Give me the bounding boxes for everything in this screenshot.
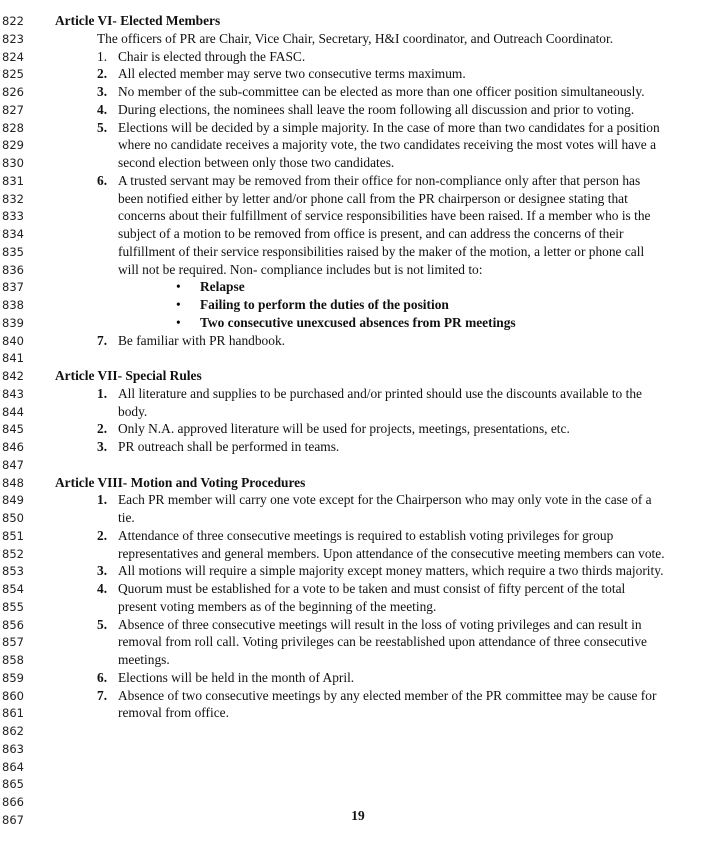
line-number: 835: [2, 244, 24, 259]
list-item-number: 5.: [97, 616, 108, 632]
list-item-text: Elections will be decided by a simple majority. In the case of more than two candidates for a position: [118, 119, 660, 135]
list-item-text: second election between only those two candidates.: [118, 155, 395, 170]
line-number: 826: [2, 85, 24, 99]
document-line: [0, 172, 716, 190]
document-line: [0, 296, 716, 314]
article-heading: Article VI- Elected Members: [55, 13, 221, 28]
list-item-number: 6.: [97, 669, 108, 685]
line-number: 822: [2, 14, 24, 28]
document-line: [0, 491, 716, 509]
document-line: [0, 332, 716, 350]
document-line: [0, 775, 716, 793]
document-line: [0, 225, 716, 243]
list-item-text: Absence of three consecutive meetings will result in the loss of voting privileges and can result in: [118, 616, 642, 632]
line-number: 845: [2, 422, 24, 437]
list-item-number: 3.: [97, 439, 108, 454]
paragraph-text: The officers of PR are Chair, Vice Chair, Secretary, H&I coordinator, and Outreach Coordinator.: [97, 30, 614, 46]
list-item-text: removal from office.: [118, 705, 229, 721]
line-number: 823: [2, 31, 24, 46]
line-number: 840: [2, 333, 24, 348]
line-number: 846: [2, 440, 24, 454]
list-item-text: fulfillment of their service responsibilities raised by the maker of the motion, a letter or phone call: [118, 243, 645, 259]
line-number: 857: [2, 635, 24, 650]
document-line: [0, 704, 716, 722]
list-item-text: Only N.A. approved literature will be used for projects, meetings, presentations, etc.: [118, 421, 570, 437]
list-item-text: will not be required. Non- compliance includes but is not limited to:: [118, 261, 483, 277]
document-line: [0, 278, 716, 296]
list-item-text: tie.: [118, 510, 135, 525]
list-item-text: subject of a motion to be removed from office is present, and can address the concerns of their: [118, 226, 624, 241]
line-number: 848: [2, 475, 24, 490]
document-line: [0, 633, 716, 651]
document-line: [0, 651, 716, 669]
line-number: 856: [2, 617, 24, 632]
document-line: [0, 598, 716, 616]
line-number: 839: [2, 315, 24, 330]
document-line: [0, 101, 716, 119]
list-item-text: Attendance of three consecutive meetings is required to establish voting privileges for group: [118, 527, 614, 543]
line-number: 849: [2, 493, 24, 508]
line-number: 863: [2, 741, 24, 756]
document-line: [0, 545, 716, 563]
bullet-item-text: Relapse: [200, 279, 245, 295]
document-line: [0, 456, 716, 474]
bullet-icon: •: [176, 279, 181, 295]
document-line: [0, 65, 716, 83]
line-number: 829: [2, 138, 24, 153]
list-item-number: 7.: [97, 332, 108, 348]
document-line: [0, 12, 716, 30]
list-item-text: PR outreach shall be performed in teams.: [118, 439, 340, 454]
list-item-number: 1.: [97, 492, 108, 508]
line-number: 843: [2, 386, 24, 401]
document-line: [0, 722, 716, 740]
list-item-number: 1.: [97, 48, 108, 64]
line-number: 855: [2, 599, 24, 614]
document-line: [0, 154, 716, 172]
bullet-icon: •: [176, 297, 181, 312]
line-number: 841: [2, 351, 24, 366]
list-item-number: 3.: [97, 563, 108, 579]
line-number: 861: [2, 706, 24, 721]
line-number: 864: [2, 759, 24, 774]
document-line: [0, 527, 716, 545]
list-item-number: 4.: [97, 581, 108, 596]
article-heading: Article VII- Special Rules: [55, 368, 202, 383]
list-item-number: 3.: [97, 84, 108, 99]
list-item-text: Absence of two consecutive meetings by any elected member of the PR committee may be cause for: [118, 687, 657, 703]
line-number: 862: [2, 724, 24, 738]
list-item-text: During elections, the nominees shall leave the room following all discussion and prior to voting.: [118, 101, 635, 117]
page-number: 19: [351, 808, 365, 823]
list-item-text: removal from roll call. Voting privileges can be reestablished upon attendance of three consecutive: [118, 634, 647, 650]
document-line: [0, 367, 716, 385]
line-number: 867: [2, 812, 24, 827]
line-number: 838: [2, 298, 24, 312]
line-number: 854: [2, 582, 24, 596]
document-line: [0, 580, 716, 598]
line-number: 860: [2, 688, 24, 703]
document-line: [0, 314, 716, 332]
list-item-text: Chair is elected through the FASC.: [118, 48, 306, 64]
list-item-number: 6.: [97, 172, 108, 188]
document-line: [0, 474, 716, 492]
line-number: 824: [2, 49, 24, 64]
line-number: 866: [2, 795, 24, 809]
line-number: 859: [2, 670, 24, 685]
list-item-number: 2.: [97, 66, 108, 82]
document-line: [0, 403, 716, 421]
list-item-number: 2.: [97, 421, 108, 437]
line-number: 833: [2, 209, 24, 224]
document-line: [0, 669, 716, 687]
bullet-item-text: Two consecutive unexcused absences from PR meetings: [200, 314, 516, 330]
list-item-text: been notified either by letter and/or phone call from the PR chairperson or designee stating that: [118, 190, 628, 206]
document-line: [0, 119, 716, 137]
list-item-number: 5.: [97, 119, 108, 135]
document-line: [0, 687, 716, 705]
document-line: [0, 48, 716, 66]
list-item-text: present voting members as of the beginning of the meeting.: [118, 598, 437, 614]
line-number: 830: [2, 156, 24, 170]
line-number: 852: [2, 546, 24, 561]
list-item-number: 4.: [97, 101, 108, 117]
document-line: [0, 740, 716, 758]
line-number: 844: [2, 404, 24, 419]
line-number: 850: [2, 511, 24, 525]
document-line: [0, 438, 716, 456]
list-item-number: 7.: [97, 687, 108, 703]
bullet-icon: •: [176, 314, 181, 330]
line-number: 827: [2, 102, 24, 117]
document-line: [0, 616, 716, 634]
line-number: 837: [2, 280, 24, 295]
article-heading: Article VIII- Motion and Voting Procedures: [55, 474, 306, 490]
document-line: [0, 83, 716, 101]
line-number: 831: [2, 173, 24, 188]
list-item-text: Quorum must be established for a vote to be taken and must consist of fifty percent of the total: [118, 581, 626, 596]
line-number: 832: [2, 191, 24, 206]
line-number: 847: [2, 457, 24, 472]
document-line: [0, 30, 716, 48]
list-item-text: concerns about their fulfillment of service responsibilities have been raised. If a member who is the: [118, 208, 651, 224]
document-line: [0, 261, 716, 279]
list-item-text: where no candidate receives a majority vote, the two candidates receiving the most votes will have a: [118, 137, 657, 153]
line-number: 853: [2, 564, 24, 579]
list-item-text: meetings.: [118, 652, 170, 667]
document-line: [0, 509, 716, 527]
document-line: [0, 758, 716, 776]
list-item-text: All motions will require a simple majority except money matters, which require a two thirds majority.: [118, 563, 664, 579]
line-number: 851: [2, 528, 24, 543]
document-line: [0, 207, 716, 225]
list-item-text: No member of the sub-committee can be elected as more than one officer position simultaneously.: [118, 84, 645, 99]
line-number: 858: [2, 653, 24, 667]
list-item-text: body.: [118, 403, 148, 419]
document-line: [0, 136, 716, 154]
document-line: [0, 349, 716, 367]
line-number: 834: [2, 227, 24, 241]
list-item-text: Each PR member will carry one vote except for the Chairperson who may only vote in the case of a: [118, 492, 652, 508]
document-line: [0, 385, 716, 403]
document-line: [0, 243, 716, 261]
list-item-text: Be familiar with PR handbook.: [118, 332, 285, 348]
line-number: 828: [2, 120, 24, 135]
document-line: [0, 562, 716, 580]
document-line: [0, 420, 716, 438]
list-item-text: All literature and supplies to be purchased and/or printed should use the discounts available to the: [118, 385, 642, 401]
line-number: 865: [2, 777, 24, 792]
bullet-item-text: Failing to perform the duties of the position: [200, 297, 449, 312]
list-item-text: representatives and general members. Upon attendance of the consecutive meeting members can vote.: [118, 545, 665, 561]
line-number: 836: [2, 262, 24, 277]
list-item-text: Elections will be held in the month of April.: [118, 669, 355, 685]
line-number: 825: [2, 67, 24, 82]
list-item-number: 1.: [97, 385, 108, 401]
document-line: [0, 190, 716, 208]
line-number: 842: [2, 369, 24, 383]
list-item-text: A trusted servant may be removed from their office for non-compliance only after that person has: [118, 172, 641, 188]
list-item-text: All elected member may serve two consecutive terms maximum.: [118, 66, 466, 82]
list-item-number: 2.: [97, 527, 108, 543]
